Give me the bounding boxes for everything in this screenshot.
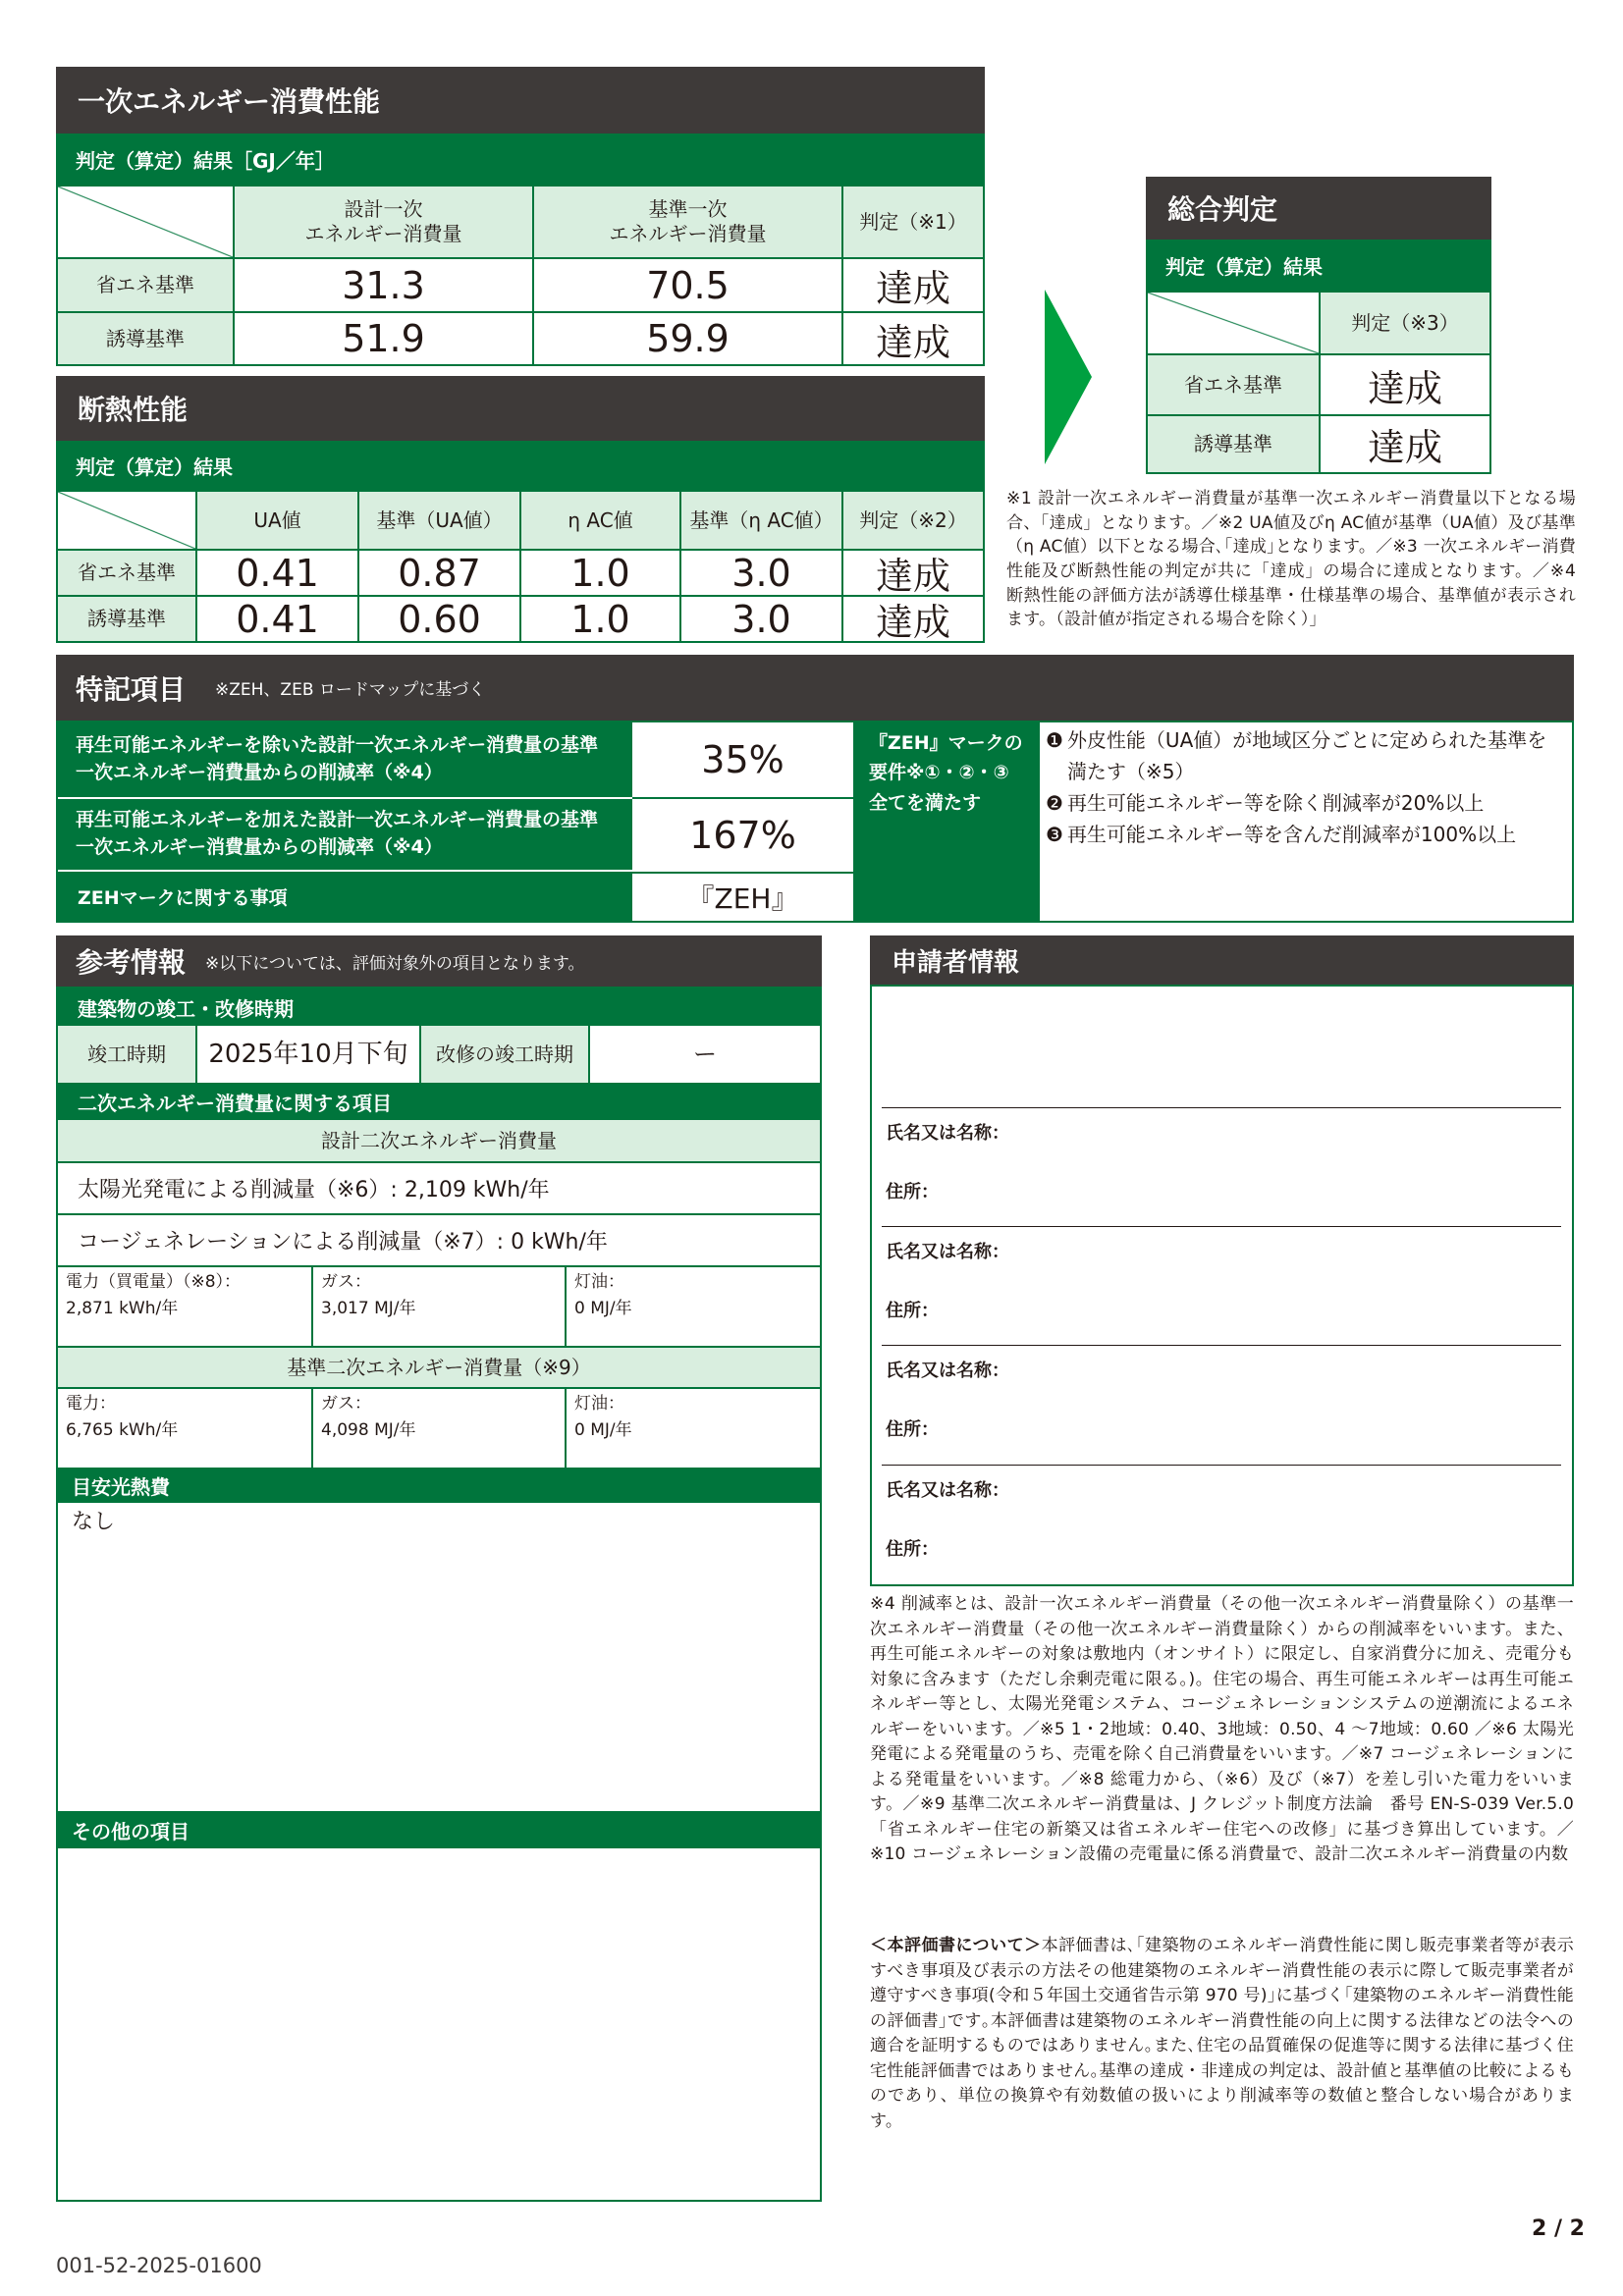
footnotes: ※4 削減率とは、設計一次エネルギー消費量（その他一次エネルギー消費量除く）の基準一次エネルギー消費量（その他一次エネルギー消費量除く）からの削減率をいいます。また、再生可能エネルギーの対象は敷地内（オンサイト）に限定し、自家消費分に加え、売電分も対象に含みます（ただし余剰売電に限る。)。住宅の場合、再生可能エネルギーは再生可能エネルギー等とし、太陽光発電システム、コージェネレーションシステムの逆潮流によるエネルギーをいいます。／※5 1・2地域：0.40、3地域：0.50、4 ～7地域：0.60 ／※6 太陽光発電による発電量のうち、売電を除く自己消費量をいいます。／※7 コージェネレーションによる発電量をいいます。／※8 総電力から、（※6）及び（※7）を差し引いた電力をいいます。／※9 基準二次エネルギー消費量は、J クレジット制度方法論 番号 EN-S-039 Ver.5.0「省エネルギー住宅の新築又は省エネルギー住宅への改修」に基づき算出しています。／※10 コージェネレーション設備の売電量に係る消費量で、設計二次エネルギー消費量の内数 (870, 1594, 1574, 1864)
special-row1-value: 35% (701, 738, 784, 781)
insulation-value: 1.0 (519, 549, 679, 595)
insulation-col: 基準（UA値） (357, 492, 519, 549)
reference-title: 参考情報 (76, 946, 187, 979)
overall-subheader: 判定（算定）結果 (1146, 240, 1491, 291)
number-3-icon: ❸ (1046, 823, 1063, 846)
zeh-item-text: 再生可能エネルギー等を除く削減率が20%以上 (1066, 791, 1485, 815)
zeh-item (1046, 819, 1566, 850)
energy-col-design: 設計一次 エネルギー消費量 (233, 187, 532, 257)
zeh-requirement-text: 『ZEH』マークの要件※①・②・③ 全てを満たす (869, 732, 1023, 814)
about-notes (870, 1934, 1574, 2134)
insulation-value: 0.41 (195, 549, 357, 595)
special-row3-value: 『ZEH』 (632, 872, 853, 921)
reference-body (56, 987, 822, 2202)
insulation-col: η AC値 (519, 492, 679, 549)
completion-header: 建築物の竣工・改修時期 (58, 988, 820, 1026)
insulation-result: 達成 (841, 595, 983, 641)
address-label: 住所： (886, 1182, 939, 1202)
name-label: 氏名又は名称： (886, 1361, 1009, 1381)
about-body: 本評価書は､｢建築物のエネルギー消費性能に関し販売事業者等が表示すべき事項及び表示の方法その他建築物のエネルギー消費性能の表示に際して販売事業者が遵守すべき事項(令和５年国土交通省告示第 970 号)｣に基づく｢建築物のエネルギー消費性能の評価書｣です｡本評価書は建築物のエネルギー消費性能の向上に関する法律などの法令への適合を証明するものではありません｡また､住宅の品質確保の促進等に関する法律に基づく住宅性能評価書ではありません｡基準の達成・非達成の判定は、設計値と基準値の比較によるものであり、単位の換算や有効数値の扱いにより削減率等の数値と整合しない場合があります。 (870, 1936, 1574, 2131)
energy-standard-value: 70.5 (532, 257, 841, 311)
address-label: 住所： (886, 1301, 939, 1321)
energy-corner (58, 187, 233, 257)
renovation-label: 改修の竣工時期 (419, 1026, 588, 1083)
insulation-row-label: 省エネ基準 (58, 549, 195, 595)
overall-notes: ※1 設計一次エネルギー消費量が基準一次エネルギー消費量以下となる場合、「達成」となります。／※2 UA値及びη AC値が基準（UA値）及び基準（η AC値）以下となる場合､｢達成｣となります。／※3 一次エネルギー消費性能及び断熱性能の判定が共に「達成」の場合に達成となります。／※4 断熱性能の評価方法が誘導仕様基準・仕様基準の場合、基準値が表示されます。（設計値が指定される場合を除く）」 (1006, 489, 1576, 630)
special-title: 特記項目 (76, 672, 187, 706)
applicant-divider (882, 1465, 1561, 1466)
name-label: 氏名又は名称： (886, 1123, 1009, 1144)
energy-row-label: 誘導基準 (58, 311, 233, 364)
insulation-value: 3.0 (679, 595, 841, 641)
design-electric-cell (58, 1265, 311, 1346)
overall-corner (1148, 293, 1319, 353)
address-label: 住所： (886, 1419, 939, 1440)
insulation-value: 3.0 (679, 549, 841, 595)
insulation-value: 0.60 (357, 595, 519, 641)
completion-value: 2025年10月下旬 (195, 1026, 419, 1083)
standard-kerosene-value: 0 MJ/年 (574, 1419, 632, 1440)
special-table (56, 721, 1574, 923)
applicant-divider (882, 1345, 1561, 1346)
energy-design-value: 31.3 (233, 257, 532, 311)
standard-secondary-header: 基準二次エネルギー消費量（※9） (58, 1346, 820, 1387)
cogen-row: コージェネレーションによる削減量（※7）: 0 kWh/年 (58, 1213, 820, 1265)
overall-table (1146, 291, 1491, 474)
insulation-title: 断熱性能 (56, 376, 985, 441)
design-kerosene-label: 灯油： (574, 1272, 624, 1292)
standard-gas-value: 4,098 MJ/年 (321, 1419, 416, 1440)
insulation-corner (58, 492, 195, 549)
applicant-body (870, 985, 1574, 1586)
page-number: 2 / 2 (1532, 2216, 1585, 2241)
zeh-item-text: 外皮性能（UA値）が地域区分ごとに定められた基準を満たす（※5） (1066, 728, 1547, 783)
reference-subtitle: ※以下については、評価対象外の項目となります。 (205, 953, 585, 974)
insulation-table (56, 490, 985, 643)
insulation-row-label: 誘導基準 (58, 595, 195, 641)
secondary-header: 二次エネルギー消費量に関する項目 (58, 1083, 820, 1120)
design-kerosene-value: 0 MJ/年 (574, 1298, 632, 1318)
insulation-col: 判定（※2） (841, 492, 983, 549)
overall-row-label: 省エネ基準 (1148, 353, 1319, 414)
applicant-divider (882, 1226, 1561, 1227)
overall-result: 達成 (1319, 353, 1489, 414)
zeh-item (1046, 724, 1566, 787)
completion-label: 竣工時期 (58, 1026, 195, 1083)
standard-electric-cell (58, 1387, 311, 1468)
design-electric-value: 2,871 kWh/年 (66, 1298, 179, 1318)
energy-result: 達成 (841, 257, 983, 311)
energy-design-value: 51.9 (233, 311, 532, 364)
special-row2-value: 167% (632, 797, 853, 872)
design-gas-value: 3,017 MJ/年 (321, 1298, 416, 1318)
light-heat-header: 目安光熱費 (58, 1468, 820, 1503)
insulation-value: 1.0 (519, 595, 679, 641)
energy-col-standard: 基準一次 エネルギー消費量 (532, 187, 841, 257)
solar-row: 太陽光発電による削減量（※6）: 2,109 kWh/年 (58, 1161, 820, 1213)
special-header (56, 655, 1574, 721)
applicant-divider (882, 1107, 1561, 1108)
insulation-value: 0.87 (357, 549, 519, 595)
special-row3-label: ZEHマークに関する事項 (58, 872, 632, 921)
about-heading: ＜本評価書について＞ (870, 1936, 1042, 1955)
zeh-items (1040, 722, 1572, 921)
applicant-title: 申請者情報 (870, 935, 1574, 985)
insulation-col: 基準（η AC値） (679, 492, 841, 549)
address-label: 住所： (886, 1539, 939, 1560)
insulation-value: 0.41 (195, 595, 357, 641)
energy-subheader: 判定（算定）結果［GJ／年］ (56, 133, 985, 185)
insulation-col: UA値 (195, 492, 357, 549)
standard-kerosene-label: 灯油： (574, 1394, 624, 1414)
energy-row-label: 省エネ基準 (58, 257, 233, 311)
zeh-requirement-label (853, 722, 1040, 921)
insulation-subheader: 判定（算定）結果 (56, 441, 985, 490)
other-header: その他の項目 (58, 1811, 820, 1848)
energy-standard-value: 59.9 (532, 311, 841, 364)
design-gas-label: ガス： (321, 1272, 371, 1292)
design-electric-label: 電力（買電量）（※8）： (66, 1272, 242, 1292)
overall-result: 達成 (1319, 414, 1489, 472)
energy-result: 達成 (841, 311, 983, 364)
standard-gas-cell (311, 1387, 565, 1468)
renovation-value: ー (588, 1026, 820, 1083)
overall-title: 総合判定 (1146, 177, 1491, 240)
reference-header (56, 935, 822, 987)
energy-table (56, 185, 985, 366)
standard-gas-label: ガス： (321, 1394, 371, 1414)
zeh-item-text: 再生可能エネルギー等を含んだ削減率が100%以上 (1066, 823, 1517, 846)
name-label: 氏名又は名称： (886, 1242, 1009, 1262)
design-kerosene-cell (565, 1265, 820, 1346)
standard-kerosene-cell (565, 1387, 820, 1468)
arrow-right-icon (1045, 290, 1092, 464)
standard-electric-label: 電力： (66, 1394, 116, 1414)
design-secondary-header: 設計二次エネルギー消費量 (58, 1120, 820, 1161)
design-gas-cell (311, 1265, 565, 1346)
number-2-icon: ❷ (1046, 791, 1063, 815)
insulation-result: 達成 (841, 549, 983, 595)
energy-title: 一次エネルギー消費性能 (56, 67, 985, 133)
overall-row-label: 誘導基準 (1148, 414, 1319, 472)
special-subtitle: ※ZEH、ZEB ロードマップに基づく (215, 680, 486, 700)
energy-col-result: 判定（※1） (841, 187, 983, 257)
zeh-item (1046, 787, 1566, 819)
standard-electric-value: 6,765 kWh/年 (66, 1419, 179, 1440)
special-row1-label: 再生可能エネルギーを除いた設計一次エネルギー消費量の基準一次エネルギー消費量からの削減率（※4） (58, 722, 632, 797)
overall-col: 判定（※3） (1319, 293, 1489, 353)
name-label: 氏名又は名称： (886, 1480, 1009, 1501)
number-1-icon: ❶ (1046, 728, 1063, 752)
document-number: 001-52-2025-01600 (56, 2254, 262, 2277)
light-heat-value: なし (72, 1510, 116, 1534)
special-row2-label: 再生可能エネルギーを加えた設計一次エネルギー消費量の基準一次エネルギー消費量からの削減率（※4） (58, 799, 632, 870)
